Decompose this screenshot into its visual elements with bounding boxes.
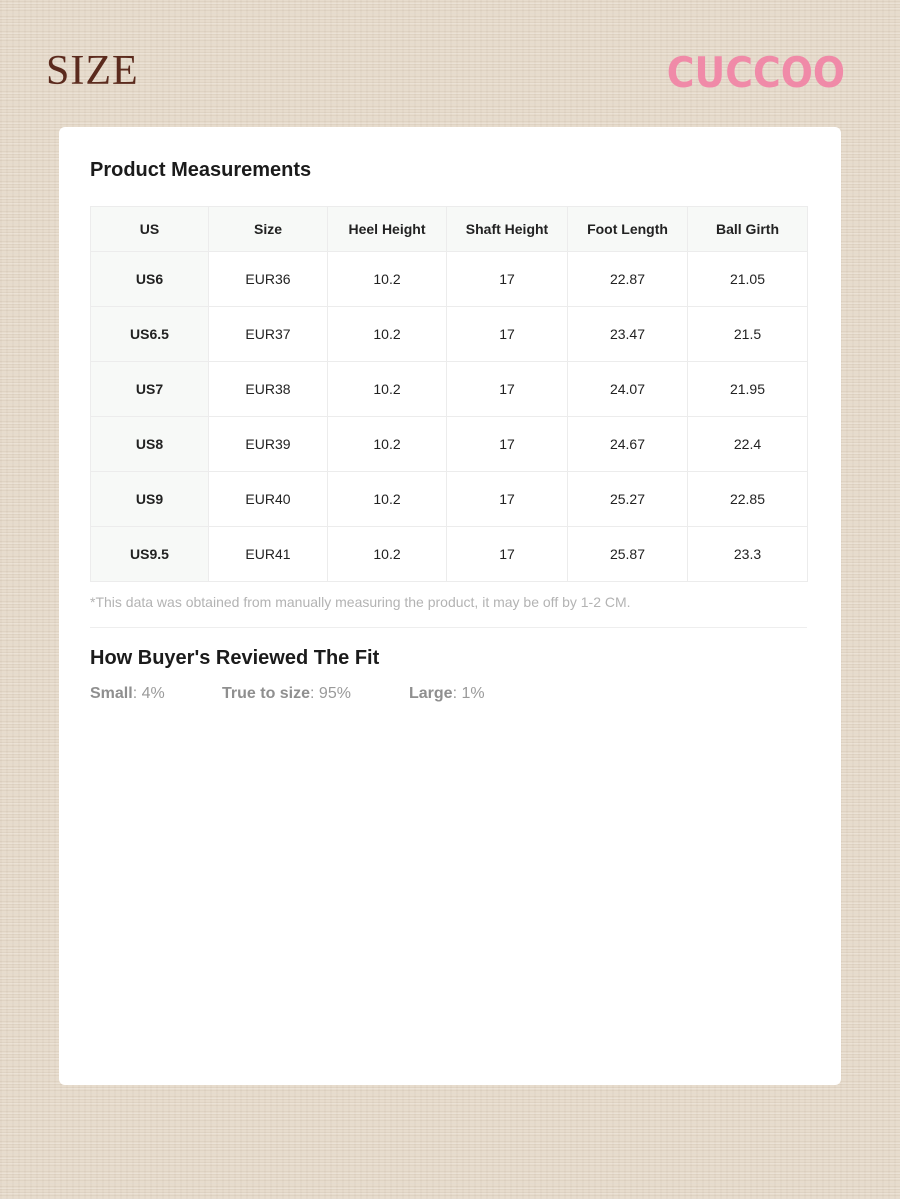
table-cell: 17 [447, 252, 568, 307]
table-row [91, 362, 808, 417]
table-row [91, 252, 808, 307]
fit-large [409, 685, 485, 703]
table-cell: 10.2 [328, 307, 447, 362]
measurements-table-wrap [90, 206, 807, 582]
table-cell: US6 [91, 252, 209, 307]
column-header: Ball Girth [688, 207, 808, 252]
table-cell: 10.2 [328, 252, 447, 307]
table-cell: EUR40 [209, 472, 328, 527]
table-cell: 17 [447, 362, 568, 417]
fit-title: How Buyer's Reviewed The Fit [90, 647, 380, 669]
table-cell: EUR37 [209, 307, 328, 362]
table-cell: US9 [91, 472, 209, 527]
table-cell: US6.5 [91, 307, 209, 362]
table-cell: EUR38 [209, 362, 328, 417]
table-cell: US9.5 [91, 527, 209, 582]
fit-small [90, 685, 165, 703]
table-row [91, 527, 808, 582]
measurements-title: Product Measurements [90, 159, 312, 181]
fit-true-to-size-label: True to size [222, 685, 311, 702]
table-cell: 21.95 [688, 362, 808, 417]
table-row [91, 417, 808, 472]
table-cell: 17 [447, 527, 568, 582]
table-cell: 10.2 [328, 472, 447, 527]
column-header: Foot Length [568, 207, 688, 252]
fit-true-to-size [222, 685, 351, 703]
column-header: Heel Height [328, 207, 447, 252]
measurement-note: *This data was obtained from manually measuring the product, it may be off by 1-2 CM. [90, 594, 631, 610]
fit-small-label: Small [90, 685, 133, 702]
measurements-table [90, 206, 808, 582]
table-cell: 24.67 [568, 417, 688, 472]
table-cell: US8 [91, 417, 209, 472]
section-divider [90, 627, 807, 628]
table-cell: 17 [447, 417, 568, 472]
table-cell: EUR36 [209, 252, 328, 307]
column-header: Size [209, 207, 328, 252]
table-cell: 10.2 [328, 417, 447, 472]
fit-large-label: Large [409, 685, 453, 702]
table-cell: 10.2 [328, 362, 447, 417]
table-cell: 22.87 [568, 252, 688, 307]
table-cell: 23.3 [688, 527, 808, 582]
table-cell: 25.87 [568, 527, 688, 582]
fit-small-value: : 4% [132, 685, 165, 702]
table-row [91, 307, 808, 362]
table-cell: 23.47 [568, 307, 688, 362]
table-row [91, 472, 808, 527]
table-cell: EUR41 [209, 527, 328, 582]
table-cell: EUR39 [209, 417, 328, 472]
brand-logo: CUCCOO [666, 48, 845, 97]
table-cell: 22.85 [688, 472, 808, 527]
table-cell: 24.07 [568, 362, 688, 417]
table-cell: 17 [447, 472, 568, 527]
size-title: SIZE [46, 48, 139, 94]
column-header: US [91, 207, 209, 252]
table-cell: 21.5 [688, 307, 808, 362]
table-cell: 10.2 [328, 527, 447, 582]
table-cell: 17 [447, 307, 568, 362]
table-cell: 25.27 [568, 472, 688, 527]
table-cell: US7 [91, 362, 209, 417]
table-cell: 22.4 [688, 417, 808, 472]
table-cell: 21.05 [688, 252, 808, 307]
fit-large-value: : 1% [452, 685, 485, 702]
table-header-row [91, 207, 808, 252]
fit-true-to-size-value: : 95% [310, 685, 351, 702]
size-card [59, 127, 841, 1085]
column-header: Shaft Height [447, 207, 568, 252]
